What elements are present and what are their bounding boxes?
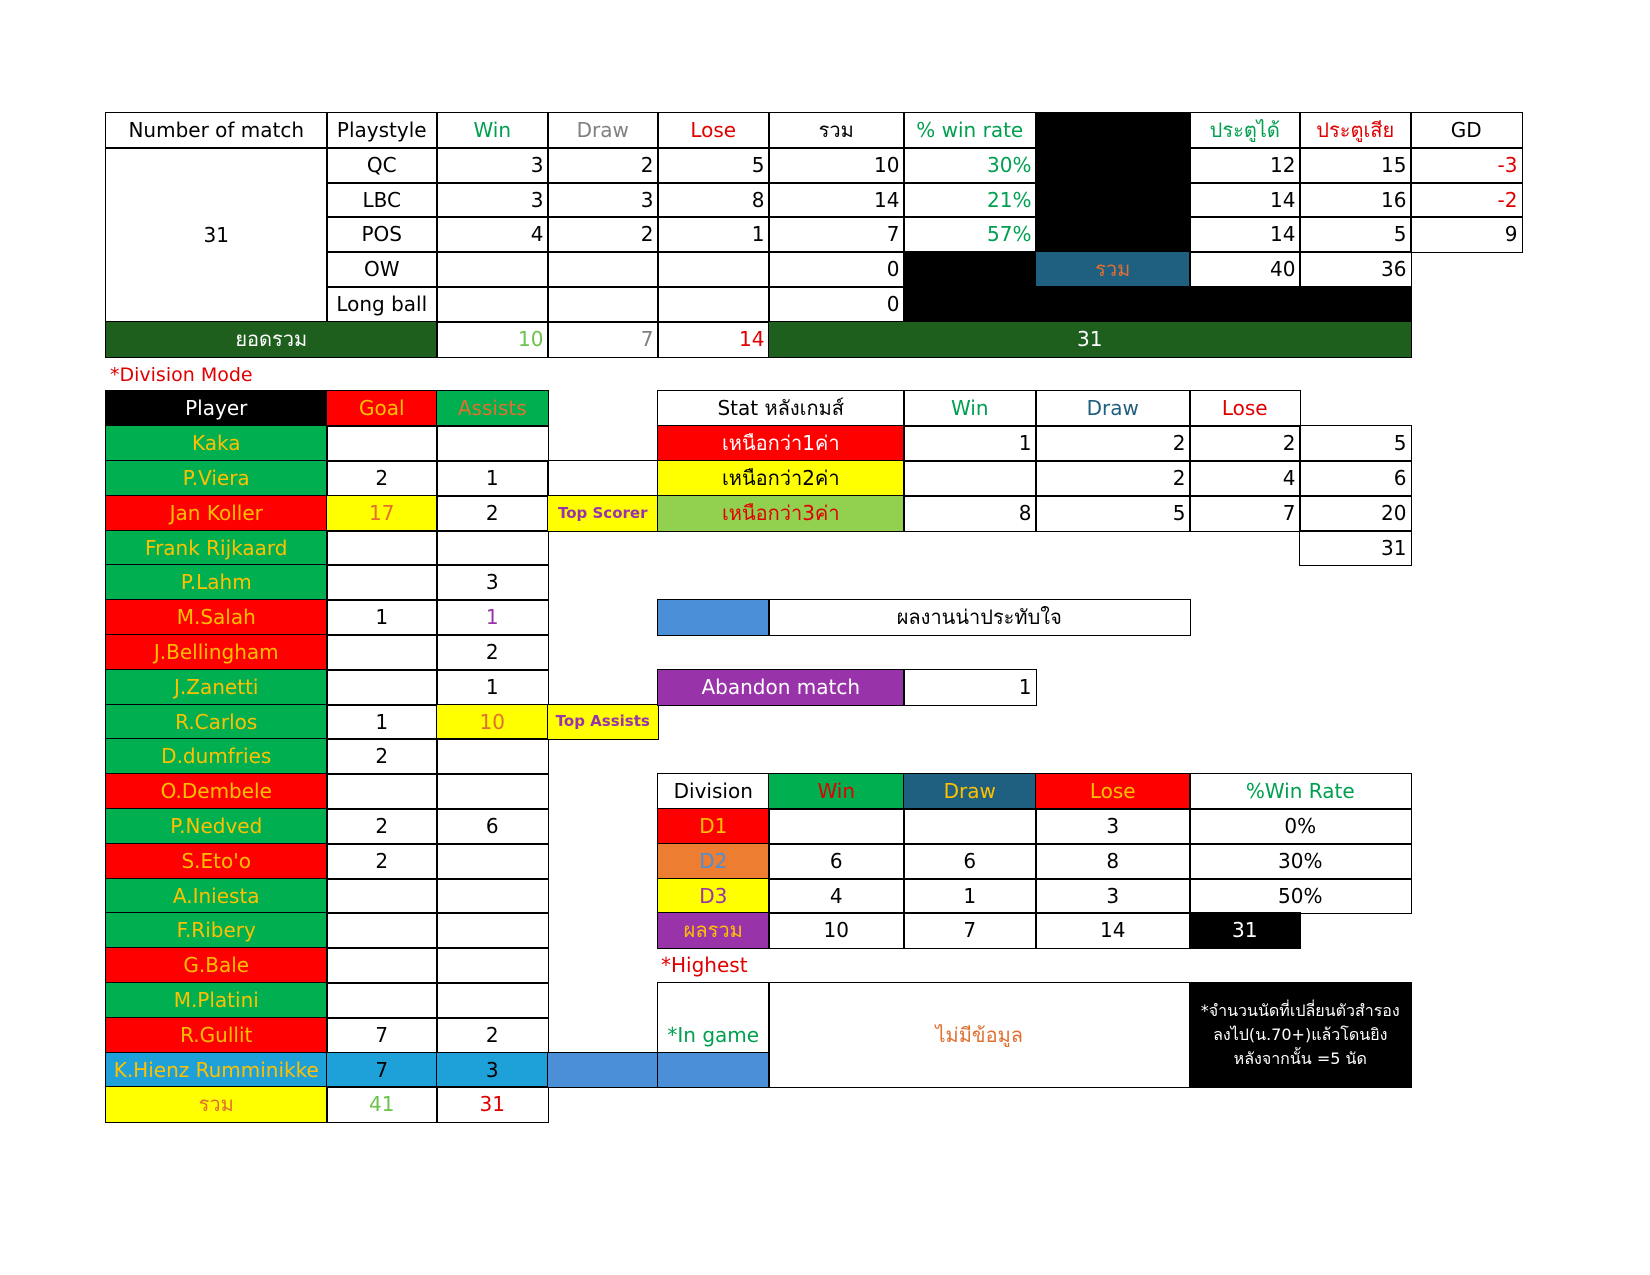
goals-for: 14 — [1189, 182, 1301, 218]
win-rate: 21% — [903, 182, 1037, 218]
summary-header: Win — [436, 112, 549, 149]
abandon-value: 1 — [903, 669, 1037, 706]
summary-header: รวม — [768, 112, 905, 149]
goals-against-total: 36 — [1299, 251, 1412, 288]
player-goals — [326, 425, 438, 462]
player-assists: 2 — [436, 634, 549, 671]
stat-draw: 5 — [1035, 495, 1191, 532]
player-name: J.Bellingham — [105, 634, 328, 671]
player-goals — [326, 530, 438, 566]
player-goals — [326, 669, 438, 706]
player-goals: 2 — [326, 808, 438, 845]
player-assists: 10 — [436, 704, 549, 740]
stat-win: 8 — [903, 495, 1037, 532]
player-name: G.Bale — [105, 947, 328, 984]
division-rate: 30% — [1189, 843, 1412, 880]
in-game-note-line: หลังจากนั้น =5 นัด — [1233, 1048, 1367, 1068]
players-total-assists: 31 — [436, 1086, 549, 1123]
goal-difference: -3 — [1410, 147, 1523, 184]
in-game-note-line: *จำนวนนัดที่เปลี่ยนตัวสำรอง — [1200, 1000, 1400, 1020]
goal-difference: 9 — [1410, 216, 1523, 253]
division-label: D3 — [657, 878, 770, 914]
playstyle-label: POS — [326, 216, 438, 253]
division-total-label: ผลรวม — [657, 912, 770, 949]
player-assists: 2 — [436, 1017, 549, 1054]
player-assists — [436, 530, 549, 566]
summary-value: 5 — [657, 147, 770, 184]
summary-header: GD — [1410, 112, 1523, 149]
stat-win-header: Win — [903, 390, 1037, 427]
division-draw: 1 — [903, 878, 1037, 914]
stat-row-label: เหนือกว่า3ค่า — [657, 495, 905, 532]
division-win: 6 — [768, 843, 905, 880]
player-name: K.Hienz Rumminikke — [105, 1052, 328, 1088]
player-goals — [326, 912, 438, 949]
player-assists — [436, 425, 549, 462]
player-name: F.Ribery — [105, 912, 328, 949]
summary-value: 3 — [436, 182, 549, 218]
top-assists-label: Top Assists — [547, 704, 659, 740]
player-assists: 3 — [436, 1052, 549, 1088]
player-name: D.dumfries — [105, 738, 328, 775]
division-rate: 0% — [1189, 808, 1412, 845]
division-header: Division — [657, 773, 770, 810]
stat-draw: 2 — [1035, 460, 1191, 497]
summary-value — [547, 251, 659, 288]
summary-header: Playstyle — [326, 112, 438, 149]
summary-value: 14 — [768, 182, 905, 218]
player-name: A.Iniesta — [105, 878, 328, 914]
playstyle-label: QC — [326, 147, 438, 184]
player-name: Frank Rijkaard — [105, 530, 328, 566]
win-rate: 30% — [903, 147, 1037, 184]
top-scorer-label: Top Scorer — [547, 495, 659, 532]
summary-value: 3 — [547, 182, 659, 218]
summary-header: Draw — [547, 112, 659, 149]
playstyle-label: Long ball — [326, 286, 438, 323]
stat-lose: 4 — [1189, 460, 1301, 497]
division-draw: 6 — [903, 843, 1037, 880]
black-cell — [1035, 147, 1191, 184]
stat-header: Stat หลังเกมส์ — [657, 390, 905, 427]
grand-total: 31 — [768, 321, 1412, 358]
grand-lose: 14 — [657, 321, 770, 358]
summary-value: 4 — [436, 216, 549, 253]
division-draw-header: Draw — [903, 773, 1037, 810]
grand-draw: 7 — [547, 321, 659, 358]
stat-win — [903, 460, 1037, 497]
division-lose-header: Lose — [1035, 773, 1191, 810]
player-name: P.Viera — [105, 460, 328, 497]
in-game-label: *In game — [657, 982, 770, 1088]
impressive-label: ผลงานน่าประทับใจ — [768, 599, 1191, 636]
player-assists — [436, 878, 549, 914]
player-goals — [326, 564, 438, 601]
summary-header: ประตูเสีย — [1299, 112, 1412, 149]
player-name: P.Nedved — [105, 808, 328, 845]
player-assists: 1 — [436, 669, 549, 706]
summary-value: 10 — [768, 147, 905, 184]
division-lose: 3 — [1035, 878, 1191, 914]
summary-header: Number of match — [105, 112, 328, 149]
player-assists — [436, 738, 549, 775]
player-goals: 7 — [326, 1017, 438, 1054]
division-label: D2 — [657, 843, 770, 880]
highest-label: *Highest — [661, 953, 748, 978]
division-mode-note: *Division Mode — [110, 364, 253, 386]
stat-row-label: เหนือกว่า2ค่า — [657, 460, 905, 497]
stat-row-label: เหนือกว่า1ค่า — [657, 425, 905, 462]
division-total: 31 — [1189, 912, 1301, 949]
stat-total: 31 — [1299, 530, 1412, 566]
division-win — [768, 808, 905, 845]
in-game-note — [1189, 982, 1412, 1088]
player-goals — [326, 947, 438, 984]
goals-against: 5 — [1299, 216, 1412, 253]
division-total-lose: 14 — [1035, 912, 1191, 949]
division-total-draw: 7 — [903, 912, 1037, 949]
player-assists — [436, 843, 549, 880]
black-cell — [1035, 216, 1191, 253]
player-assists — [436, 982, 549, 1019]
summary-value: 0 — [768, 286, 905, 323]
division-total-win: 10 — [768, 912, 905, 949]
stat-row-total: 5 — [1299, 425, 1412, 462]
in-game-value: ไม่มีข้อมูล — [768, 982, 1191, 1088]
black-cell — [1035, 182, 1191, 218]
player-goals: 7 — [326, 1052, 438, 1088]
player-name: J.Zanetti — [105, 669, 328, 706]
stat-lose: 7 — [1189, 495, 1301, 532]
summary-value — [657, 286, 770, 323]
stat-win: 1 — [903, 425, 1037, 462]
division-lose: 8 — [1035, 843, 1191, 880]
player-goals: 2 — [326, 738, 438, 775]
player-assists: 1 — [436, 599, 549, 636]
stat-draw: 2 — [1035, 425, 1191, 462]
stat-lose-header: Lose — [1189, 390, 1301, 427]
player-name: M.Salah — [105, 599, 328, 636]
player-name: O.Dembele — [105, 773, 328, 810]
grand-win: 10 — [436, 321, 549, 358]
stat-draw-header: Draw — [1035, 390, 1191, 427]
summary-header: % win rate — [903, 112, 1037, 149]
summary-value: 2 — [547, 216, 659, 253]
player-goals: 2 — [326, 843, 438, 880]
summary-value: 2 — [547, 147, 659, 184]
player-goals: 1 — [326, 704, 438, 740]
player-name: S.Eto'o — [105, 843, 328, 880]
goals-for: 14 — [1189, 216, 1301, 253]
summary-header: Lose — [657, 112, 770, 149]
playstyle-label: LBC — [326, 182, 438, 218]
player-goals — [326, 773, 438, 810]
goals-total-label: รวม — [1035, 251, 1191, 288]
division-win: 4 — [768, 878, 905, 914]
division-rate-header: %Win Rate — [1189, 773, 1412, 810]
win-rate: 57% — [903, 216, 1037, 253]
summary-value: 7 — [768, 216, 905, 253]
stat-row-total: 6 — [1299, 460, 1412, 497]
summary-value — [436, 286, 549, 323]
summary-header: ประตูได้ — [1189, 112, 1301, 149]
division-label: D1 — [657, 808, 770, 845]
abandon-label: Abandon match — [657, 669, 905, 706]
in-game-note-line: ลงไป(น.70+)แล้วโดนยิง — [1213, 1024, 1388, 1044]
player-assists — [436, 912, 549, 949]
stat-row-total: 20 — [1299, 495, 1412, 532]
division-lose: 3 — [1035, 808, 1191, 845]
empty-cell — [547, 460, 659, 497]
grand-total-label: ยอดรวม — [105, 321, 438, 358]
summary-value: 3 — [436, 147, 549, 184]
player-goals: 17 — [326, 495, 438, 532]
goals-against: 15 — [1299, 147, 1412, 184]
playstyle-label: OW — [326, 251, 438, 288]
goals-against: 16 — [1299, 182, 1412, 218]
player-name: P.Lahm — [105, 564, 328, 601]
player-name: Jan Koller — [105, 495, 328, 532]
total-matches: 31 — [105, 147, 328, 323]
player-name: R.Gullit — [105, 1017, 328, 1054]
player-goals — [326, 982, 438, 1019]
player-assists: 3 — [436, 564, 549, 601]
player-assists — [436, 773, 549, 810]
player-assists — [436, 947, 549, 984]
division-rate: 50% — [1189, 878, 1412, 914]
player-assists: 2 — [436, 495, 549, 532]
player-name: R.Carlos — [105, 704, 328, 740]
summary-value — [547, 286, 659, 323]
summary-header — [1035, 112, 1191, 149]
player-assists: 1 — [436, 460, 549, 497]
player-name: M.Platini — [105, 982, 328, 1019]
goals-for-total: 40 — [1189, 251, 1301, 288]
impressive-color — [657, 599, 770, 636]
summary-value — [657, 251, 770, 288]
goals-for: 12 — [1189, 147, 1301, 184]
summary-value: 1 — [657, 216, 770, 253]
goal-header: Goal — [326, 390, 438, 427]
division-win-header: Win — [768, 773, 905, 810]
player-header: Player — [105, 390, 328, 427]
summary-value: 0 — [768, 251, 905, 288]
division-draw — [903, 808, 1037, 845]
summary-value: 8 — [657, 182, 770, 218]
players-total-goal: 41 — [326, 1086, 438, 1123]
black-cell — [903, 286, 1412, 323]
goal-difference: -2 — [1410, 182, 1523, 218]
player-goals — [326, 878, 438, 914]
stat-lose: 2 — [1189, 425, 1301, 462]
player-name: Kaka — [105, 425, 328, 462]
player-goals: 1 — [326, 599, 438, 636]
player-goals: 2 — [326, 460, 438, 497]
players-total-label: รวม — [105, 1086, 328, 1123]
assists-header: Assists — [436, 390, 549, 427]
player-goals — [326, 634, 438, 671]
summary-value — [436, 251, 549, 288]
player-assists: 6 — [436, 808, 549, 845]
